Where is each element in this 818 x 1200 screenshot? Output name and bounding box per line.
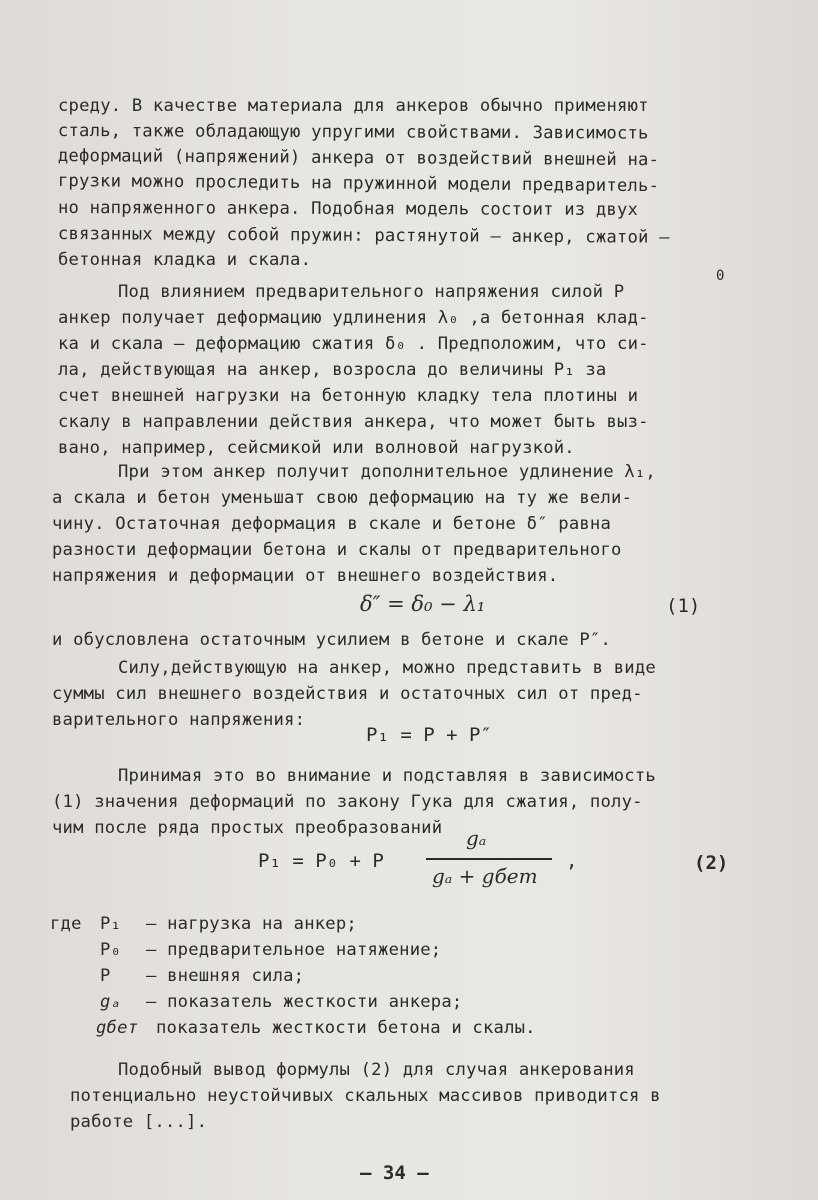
text-line: связанных между собой пружин: растянутой – анкер, сжатой – — [57, 223, 670, 248]
text-line: среду. В качестве материала для анкеров обычно применяют — [58, 96, 649, 116]
equation-1-body: δ″ = δ₀ − λ₁ — [360, 592, 486, 616]
text-line: скалу в направлении действия анкера, что может быть выз- — [58, 412, 649, 432]
equation-1-number: (1) — [666, 595, 701, 617]
text-line: чим после ряда простых преобразований — [52, 818, 443, 838]
fraction-bar — [426, 858, 552, 860]
text-line: суммы сил внешнего воздействия и остаточных сил от пред- — [52, 684, 643, 704]
text-line: анкер получает деформацию удлинения λ₀ ,а бетонная клад- — [58, 308, 649, 328]
legend-text: – предварительное натяжение; — [146, 940, 442, 960]
legend-text: – нагрузка на анкер; — [146, 914, 357, 934]
text-line: ла, действующая на анкер, возросла до величины P₁ за — [58, 360, 607, 380]
text-line: но напряженного анкера. Подобная модель состоит из двух — [57, 197, 639, 221]
text-line: При этом анкер получит дополнительное удлинение λ₁, — [118, 462, 656, 482]
legend-intro: где — [50, 914, 82, 934]
equation-force: P₁ = P + P″ — [366, 724, 492, 746]
text-line: Принимая это во внимание и подставляя в зависимость — [118, 766, 656, 786]
text-line: варительного напряжения: — [52, 710, 306, 730]
equation-2-lhs: P₁ = P₀ + P — [258, 850, 384, 872]
text-line: а скала и бетон уменьшат свою деформацию на ту же вели- — [52, 488, 633, 508]
text-line: Подобный вывод формулы (2) для случая анкерования — [118, 1060, 635, 1080]
legend-symbol: P₀ — [100, 940, 122, 960]
text-line: (1) значения деформаций по закону Гука для сжатия, полу- — [52, 792, 643, 812]
text-line: бетонная кладка и скала. — [58, 250, 312, 270]
text-line: Под влиянием предварительного напряжения силой P — [118, 282, 625, 302]
page-number: – 34 – — [360, 1162, 429, 1184]
equation-2-denominator: gₐ + gбет — [432, 864, 538, 888]
legend-text: – внешняя сила; — [146, 966, 305, 986]
legend-symbol: gбет — [96, 1018, 139, 1038]
text-line: напряжения и деформации от внешнего воздействия. — [52, 566, 559, 586]
text-line: грузки можно проследить на пружинной модели предваритель- — [57, 170, 660, 197]
equation-2-comma: , — [566, 850, 578, 872]
legend-symbol: gₐ — [100, 992, 122, 1012]
text-line: Силу,действующую на анкер, можно представить в виде — [118, 658, 656, 678]
text-line: работе [...]. — [70, 1112, 208, 1132]
legend-symbol: P₁ — [100, 914, 122, 934]
superscript-zero: 0 — [716, 268, 725, 284]
legend-symbol: P — [100, 966, 111, 986]
text-line: чину. Остаточная деформация в скале и бетоне δ″ равна — [52, 514, 612, 534]
equation-2-number: (2) — [694, 852, 729, 874]
text-line: разности деформации бетона и скалы от предварительного — [52, 540, 622, 560]
legend-text: показатель жесткости бетона и скалы. — [156, 1018, 536, 1038]
text-line: сталь, также обладающую упругими свойствами. Зависимость — [57, 120, 649, 144]
legend-text: – показатель жесткости анкера; — [146, 992, 463, 1012]
text-line: вано, например, сейсмикой или волновой нагрузкой. — [58, 438, 575, 458]
equation-2-numerator: gₐ — [466, 826, 487, 850]
text-line: деформаций (напряжений) анкера от воздействий внешней на- — [57, 145, 660, 171]
text-line: и обусловлена остаточным усилием в бетоне и скале P″. — [52, 630, 612, 650]
text-line: потенциально неустойчивых скальных массивов приводится в — [70, 1086, 661, 1106]
text-line: ка и скала – деформацию сжатия δ₀ . Предположим, что си- — [58, 334, 649, 354]
text-line: счет внешней нагрузки на бетонную кладку тела плотины и — [58, 386, 639, 406]
